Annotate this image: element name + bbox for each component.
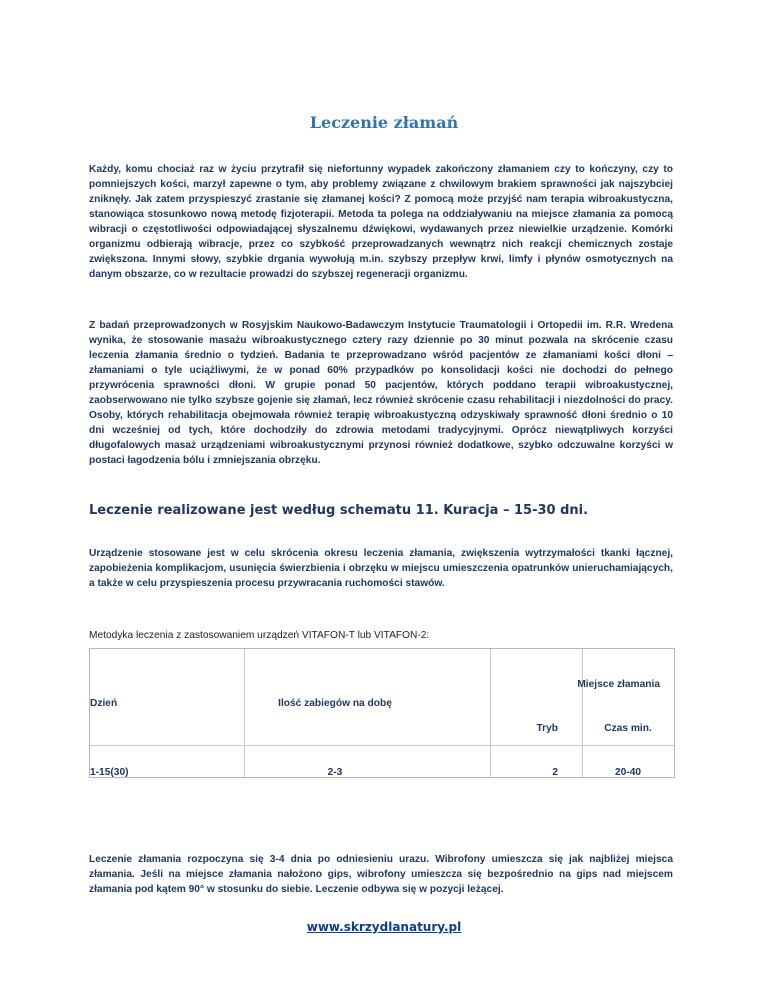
header-day: Dzień — [90, 698, 118, 709]
research-paragraph: Z badań przeprowadzonych w Rosyjskim Naukowo-Badawczym Instytucie Traumatologii i Ortopedii im. R.R. Wredena wynika, że stosowanie masażu wibroakustycznego cztery razy dziennie po 30 minut pozwala na skrócenie czasu leczenia złamania średnio o tydzień. Badania te przeprowadzano wśród pacjentów ze złamaniami kości dłoni – złamaniami o tyle uciążliwymi, że w ponad 60% przypadków po konsolidacji kości nie dochodzi do pełnego przywrócenia sprawności dłoni. W grupie ponad 50 pacjentów, których poddano terapii wibroakustycznej, zaobserwowano nie tylko szybsze gojenie się złamań, lecz również skrócenie czasu rehabilitacji i niezdolności do pracy. Osoby, których rehabilitacja obejmowała również terapię wibroakustyczną odzyskiwały sprawność dłoni średnio o 10 dni wcześniej od tych, które dochodziły do zdrowia metodami tradycyjnymi. Oprócz niewątpliwych korzyści długofalowych masaż urządzeniami wibroakustycznymi przynosi również dodatkowe, szybko odczuwalne korzyści w postaci łagodzenia bólu i zmniejszania obrzęku. — [89, 320, 673, 466]
row-time: 20-40 — [614, 767, 642, 778]
treatment-table — [89, 648, 675, 778]
table-divider — [582, 649, 583, 777]
table-divider — [490, 649, 491, 777]
treatment-scheme-heading: Leczenie realizowane jest według schematu 11. Kuracja – 15-30 dni. — [89, 503, 589, 518]
row-mode: 2 — [552, 767, 558, 778]
device-purpose-paragraph: Urządzenie stosowane jest w celu skrócenia okresu leczenia złamania, zwiększenia wytrzymałości tkanki łącznej, zapobieżenia komplikacjom, usunięcia świerzbienia i obrzęku w miejscu umieszczenia opatrunków unieruchamiających, a także w celu przyspieszenia procesu przywracania ruchomości stawów. — [89, 548, 673, 589]
table-divider — [90, 745, 674, 746]
footer-website-link[interactable]: www.skrzydlanatury.pl — [306, 920, 462, 934]
header-count: Ilość zabiegów na dobę — [278, 698, 392, 709]
table-divider — [244, 649, 245, 777]
procedure-paragraph: Leczenie złamania rozpoczyna się 3-4 dnia po odniesieniu urazu. Wibrofony umieszcza się jak najbliżej miejsca złamania. Jeśli na miejsce złamania nałożono gips, wibrofony umieszcza się bezpośrednio na gips nad miejscem złamania pod kątem 90° w stosunku do siebie. Leczenie odbywa się w pozycji leżącej. — [89, 854, 673, 895]
row-count: 2-3 — [327, 767, 343, 778]
header-place: Miejsce złamania — [577, 679, 660, 690]
intro-paragraph: Każdy, komu chociaż raz w życiu przytrafił się niefortunny wypadek zakończony złamaniem czy to kończyny, czy to pomniejszych kości, marzył zapewne o tym, aby problemy związane z chwilowym brakiem sprawności jak najszybciej zniknęły. Jak zatem przyspieszyć zrastanie się złamanej kości? Z pomocą może przyjść nam terapia wibroakustyczna, stanowiąca stosunkowo nową metodę fizjoterapii. Metoda ta polega na oddziaływaniu na miejsce złamania za pomocą wibracji o częstotliwości odpowiadającej słyszalnemu dźwiękowi, wydawanych przez niewielkie urządzenie. Komórki organizmu odbierają wibracje, przez co szybkość przeprowadzanych wewnątrz nich reakcji chemicznych zostaje zwiększona. Innymi słowy, szybkie drgania wywołują m.in. szybszy przepływ krwi, limfy i płynów osmotycznych na danym obszarze, co w rezultacie prowadzi do szybszej regeneracji organizmu. — [89, 164, 673, 280]
page-title: Leczenie złamań — [309, 113, 459, 132]
header-mode: Tryb — [536, 723, 558, 734]
method-caption: Metodyka leczenia z zastosowaniem urządzeń VITAFON-T lub VITAFON-2: — [89, 630, 430, 641]
row-day: 1-15(30) — [90, 767, 129, 778]
header-time: Czas min. — [604, 723, 652, 734]
